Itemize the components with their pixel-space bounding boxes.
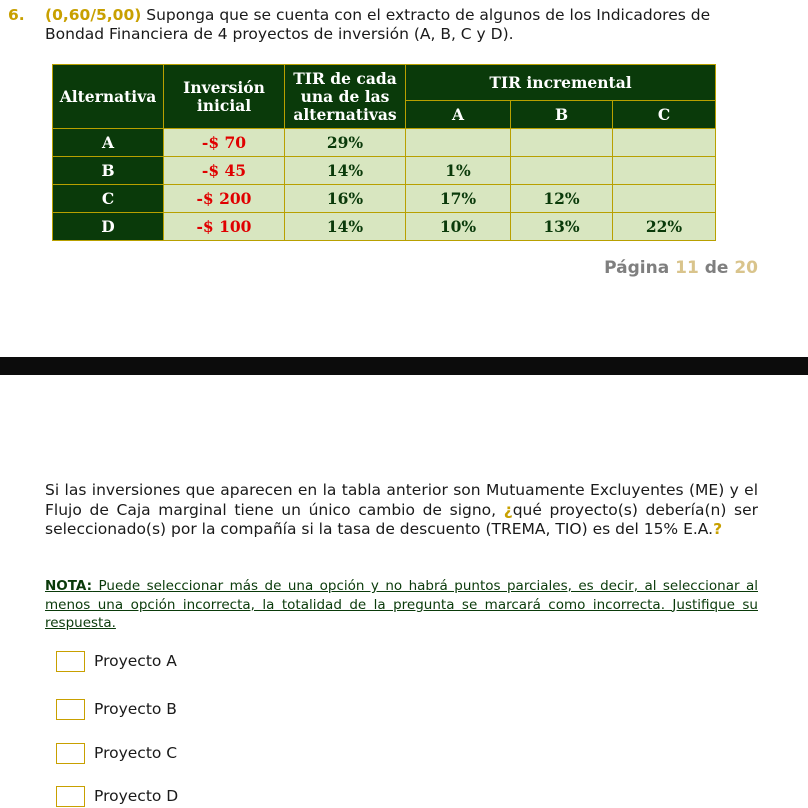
option-label: Proyecto C [94,744,178,762]
header-alternativa: Alternativa [53,65,164,129]
question-intro-second: Bondad Financiera de 4 proyectos de inversión (A, B, C y D). [45,25,514,43]
incremental-a-cell: 17% [406,185,511,213]
incremental-c-cell: 22% [613,213,716,241]
incremental-c-cell [613,185,716,213]
tir-cell: 14% [285,157,406,185]
incremental-a-cell [406,129,511,157]
option-proyecto-b[interactable] [56,697,177,721]
investment-cell: -$ 100 [164,213,285,241]
table-row [53,129,716,157]
tir-cell: 14% [285,213,406,241]
row-label: A [53,129,164,157]
table-row [53,185,716,213]
page-current: 11 [675,258,699,278]
nota-block [45,577,758,633]
prompt-close-q: ? [713,520,723,538]
page-divider [0,357,808,375]
page-number [604,258,758,278]
option-proyecto-c[interactable] [56,741,177,765]
prompt-middle: qué proyecto(s) debería(n) ser seleccionado(s) por la compañía si la tasa de descuento (TREMA, TIO) es del 15% E.A. [45,500,758,538]
incremental-c-cell [613,129,716,157]
investment-cell: -$ 200 [164,185,285,213]
checkbox[interactable] [56,699,85,720]
incremental-a-cell: 10% [406,213,511,241]
investment-cell: -$ 70 [164,129,285,157]
question-points: (0,60/5,00) [45,6,142,24]
prompt-open-q: ¿ [503,500,513,519]
header-tir-incremental: TIR incremental [406,65,716,101]
option-proyecto-d[interactable] [56,784,178,808]
question-prompt [45,481,758,540]
row-label: D [53,213,164,241]
tir-cell: 16% [285,185,406,213]
question-header [8,6,758,44]
table-row [53,157,716,185]
header-sub-b: B [511,101,613,129]
header-sub-c: C [613,101,716,129]
question-number: 6. [8,6,25,24]
nota-label: NOTA: [45,578,93,594]
incremental-c-cell [613,157,716,185]
page-total: 20 [734,258,758,278]
indicators-table [52,64,716,241]
incremental-b-cell [511,157,613,185]
incremental-b-cell: 13% [511,213,613,241]
option-proyecto-a[interactable] [56,649,177,673]
incremental-b-cell: 12% [511,185,613,213]
nota-text: Puede seleccionar más de una opción y no habrá puntos parciales, es decir, al seleccionar al menos una opción incorrecta, la totalidad de la pregunta se marcará como incorrecta. Justifique su respuesta. [45,578,758,631]
question-intro-first: Suponga que se cuenta con el extracto de algunos de los Indicadores de [146,6,711,24]
checkbox[interactable] [56,786,85,807]
row-label: B [53,157,164,185]
tir-cell: 29% [285,129,406,157]
investment-cell: -$ 45 [164,157,285,185]
prompt-text: Si las inversiones que aparecen en la tabla anterior son Mutuamente Excluyentes (ME) y el Flujo de Caja marginal tiene un único cambio de signo, [45,481,758,519]
option-label: Proyecto A [94,652,177,670]
table-row [53,213,716,241]
incremental-a-cell: 1% [406,157,511,185]
header-inversion: Inversión inicial [164,65,285,129]
option-label: Proyecto B [94,700,177,718]
page-label: Página [604,258,670,278]
row-label: C [53,185,164,213]
option-label: Proyecto D [94,787,179,805]
incremental-b-cell [511,129,613,157]
page-of: de [704,258,729,278]
checkbox[interactable] [56,651,85,672]
checkbox[interactable] [56,743,85,764]
header-tir: TIR de cada una de las alternativas [285,65,406,129]
header-sub-a: A [406,101,511,129]
